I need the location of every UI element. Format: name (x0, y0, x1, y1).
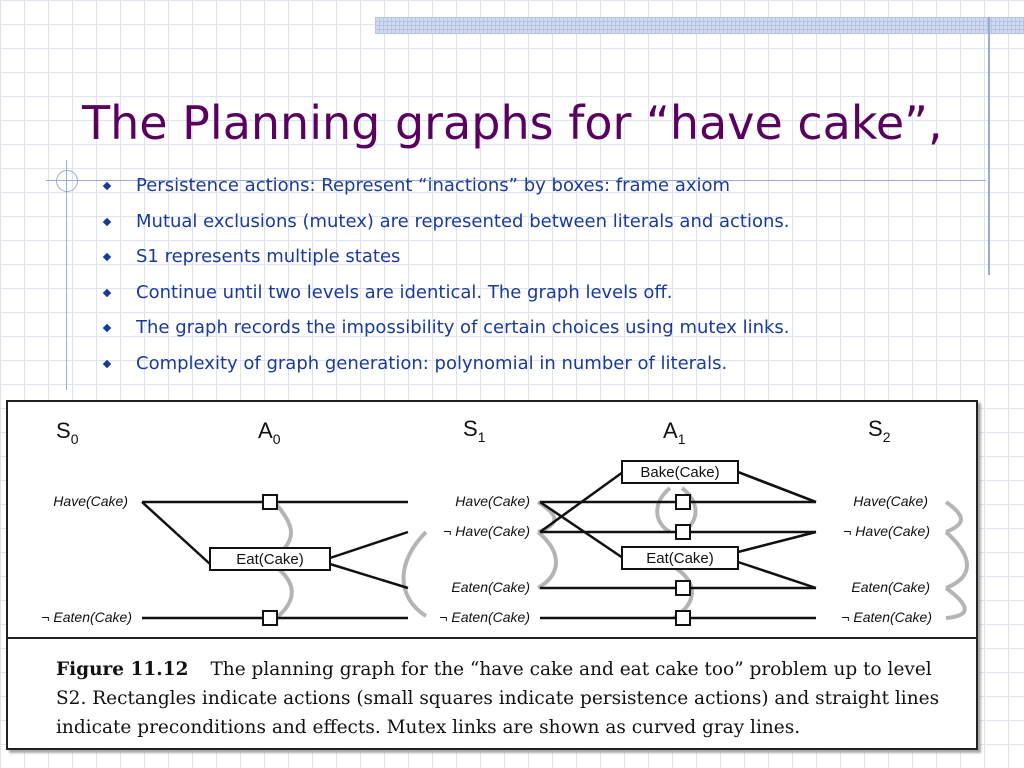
literal-label: ¬ Eaten(Cake) (841, 609, 932, 625)
bullet-item (100, 315, 790, 351)
edge-line (330, 532, 408, 558)
bullet-text: Complexity of graph generation: polynomial in number of literals. (136, 352, 728, 374)
diamond-bullet-icon (103, 217, 111, 225)
bullet-text: Persistence actions: Represent “inactions” by boxes: frame axiom (136, 175, 731, 196)
diamond-bullet-icon (103, 253, 111, 261)
planning-graph-diagram (8, 402, 976, 642)
diamond-bullet-icon (103, 324, 111, 332)
mutex-curve (657, 488, 670, 532)
action-label: Eat(Cake) (236, 551, 304, 568)
decorative-right-line (988, 17, 990, 275)
figure-caption-label: Figure 11.12 (56, 659, 189, 680)
mutex-curve (946, 502, 961, 532)
bullet-text: Continue until two levels are identical. The graph levels off. (136, 281, 673, 303)
figure-caption (56, 655, 956, 742)
literal-label: ¬ Have(Cake) (443, 523, 530, 539)
level-header-s2: $S_2$ (868, 416, 891, 445)
decorative-left-line (66, 160, 67, 390)
bullet-item (100, 209, 790, 245)
bullet-item (100, 280, 790, 316)
mutex-curve (946, 588, 965, 618)
edge-line (142, 502, 210, 564)
level-header-a0: $A_0$ (258, 418, 281, 447)
edge-line (738, 532, 816, 552)
slide-title: The Planning graphs for “have cake”, (82, 96, 943, 150)
persistence-box (676, 611, 690, 625)
literal-label: Have(Cake) (455, 493, 530, 509)
decorative-circle (56, 170, 78, 192)
decorative-top-band (375, 17, 1024, 34)
diamond-bullet-icon (103, 182, 111, 190)
edge-line (738, 562, 816, 588)
diamond-bullet-icon (103, 288, 111, 296)
persistence-box (263, 611, 277, 625)
persistence-box (263, 495, 277, 509)
action-label: Bake(Cake) (640, 464, 720, 481)
diamond-bullet-icon (103, 359, 111, 367)
literal-label: ¬ Eaten(Cake) (41, 609, 132, 625)
mutex-curve (946, 532, 967, 588)
mutex-curve (404, 532, 427, 616)
action-label: Eat(Cake) (646, 550, 714, 567)
level-header-a1: $A_1$ (663, 418, 686, 447)
level-header-s0: $S_0$ (56, 418, 79, 447)
persistence-box (676, 581, 690, 595)
persistence-box (676, 495, 690, 509)
mutex-curve (276, 567, 292, 618)
bullet-item (100, 173, 790, 209)
mutex-curve (538, 532, 556, 588)
edge-line (738, 472, 816, 502)
edge-line (330, 564, 408, 588)
persistence-box (676, 525, 690, 539)
bullet-text: Mutual exclusions (mutex) are represented between literals and actions. (136, 210, 790, 232)
bullet-text: The graph records the impossibility of certain choices using mutex links. (136, 317, 790, 338)
literal-label: ¬ Have(Cake) (843, 523, 930, 539)
literal-label: Have(Cake) (853, 493, 928, 509)
literal-label: Have(Cake) (53, 493, 128, 509)
level-header-s1: $S_1$ (463, 416, 486, 445)
figure-caption-text: The planning graph for the “have cake and eat cake too” problem up to level S2. Rectangles indicate actions (small squares indicate persistence actions) and straight lines indicate preconditions and effects. Mutex links are shown as curved gray lines. (56, 659, 940, 738)
literal-label: ¬ Eaten(Cake) (439, 609, 530, 625)
bullet-list (100, 173, 790, 386)
literal-label: Eaten(Cake) (451, 579, 530, 595)
bullet-text: S1 represents multiple states (136, 246, 401, 267)
bullet-item (100, 244, 790, 280)
planning-graph-figure (6, 400, 978, 750)
bullet-item (100, 351, 790, 387)
literal-label: Eaten(Cake) (851, 579, 930, 595)
